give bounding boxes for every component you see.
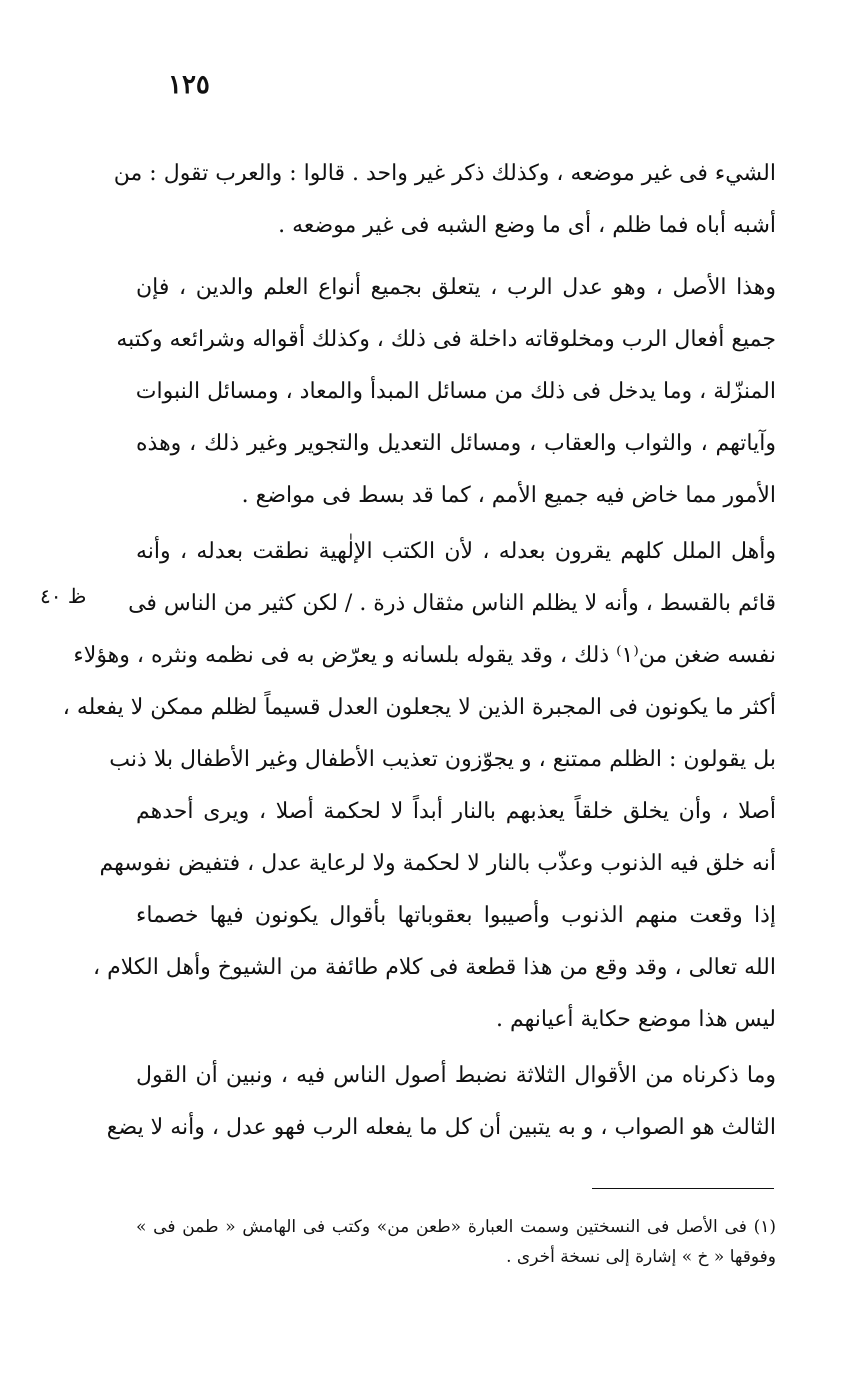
text-line: الشيء فى غير موضعه ، وكذلك ذكر غير واحد . قالوا : والعرب تقول : من (113, 161, 776, 186)
footnote-line: وفوقها « خ » إشارة إلى نسخة أخرى . (506, 1247, 776, 1267)
text-line: الله تعالى ، وقد وقع من هذا قطعة فى كلام طائفة من الشيوخ وأهل الكلام ، (93, 955, 776, 980)
text-line: نفسه ضغن من⁽١⁾ ذلك ، وقد يقوله بلسانه و يعرّض به فى نظمه ونثره ، وهؤلاء (73, 643, 776, 668)
text-line: أصلا ، وأن يخلق خلقاً يعذبهم بالنار أبداً لا لحكمة أصلا ، ويرى أحدهم (136, 799, 776, 824)
text-line: أكثر ما يكونون فى المجبرة الذين لا يجعلون العدل قسيماً لظلم ممكن لا يفعله ، (62, 695, 776, 720)
margin-note: ظ ٤٠ (40, 584, 87, 608)
text-line: بل يقولون : الظلم ممتنع ، و يجوّزون تعذيب الأطفال وغير الأطفال بلا ذنب (109, 747, 776, 772)
text-line: أشبه أباه فما ظلم ، أى ما وضع الشبه فى غير موضعه . (278, 213, 776, 238)
text-line: الثالث هو الصواب ، و به يتبين أن كل ما يفعله الرب فهو عدل ، وأنه لا يضع (106, 1115, 776, 1140)
text-line: أنه خلق فيه الذنوب وعذّب بالنار لا لحكمة ولا لرعاية عدل ، فتفيض نفوسهم (99, 851, 776, 876)
page-number: ١٢٥ (168, 70, 210, 100)
text-line: الأمور مما خاض فيه جميع الأمم ، كما قد بسط فى مواضع . (241, 483, 776, 508)
paragraph-1 (113, 148, 776, 252)
text-line: المنزّلة ، وما يدخل فى ذلك من مسائل المبدأ والمعاد ، ومسائل النبوات (135, 379, 776, 404)
text-line: وأهل الملل كلهم يقرون بعدله ، لأن الكتب الإلٰهية نطقت بعدله ، وأنه (136, 539, 776, 564)
text-line: وآياتهم ، والثواب والعقاب ، ومسائل التعديل والتجوير وغير ذلك ، وهذه (136, 431, 776, 456)
text-line: وهذا الأصل ، وهو عدل الرب ، يتعلق بجميع أنواع العلم والدين ، فإن (136, 275, 776, 300)
paragraph-4 (106, 1050, 776, 1154)
text-line: قائم بالقسط ، وأنه لا يظلم الناس مثقال ذرة . / لكن كثير من الناس فى (128, 591, 776, 616)
paragraph-2 (116, 262, 776, 522)
text-line: ليس هذا موضع حكاية أعيانهم . (495, 1007, 776, 1032)
text-line: وما ذكرناه من الأقوال الثلاثة نضبط أصول الناس فيه ، ونبين أن القول (136, 1063, 776, 1088)
footnote (136, 1212, 776, 1272)
text-line: إذا وقعت منهم الذنوب وأصيبوا بعقوباتها بأقوال يكونون فيها خصماء (136, 903, 776, 928)
footnote-divider (592, 1188, 774, 1189)
footnote-line: (١) فى الأصل فى النسختين وسمت العبارة «طعن من» وكتب فى الهامش « طمن فى » (136, 1217, 776, 1237)
text-line: جميع أفعال الرب ومخلوقاته داخلة فى ذلك ، وكذلك أقواله وشرائعه وكتبه (116, 327, 776, 352)
